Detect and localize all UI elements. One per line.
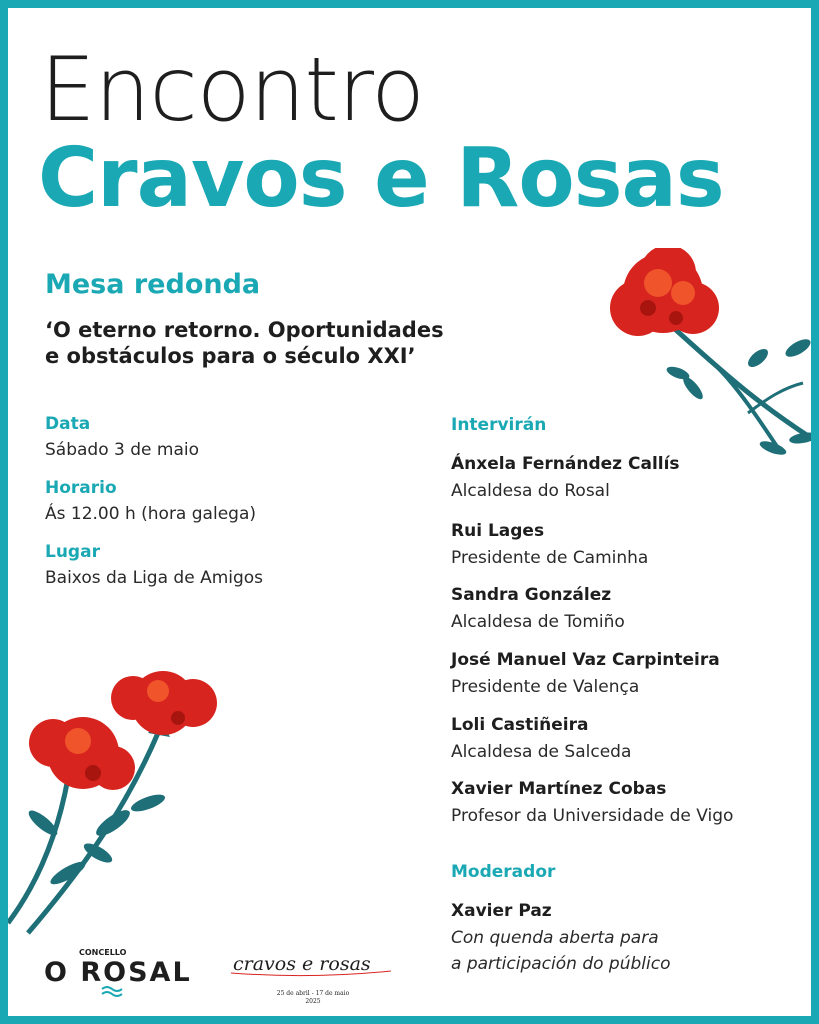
time-value: Ás 12.00 h (hora galega): [45, 504, 256, 524]
title-line-1: Encontro: [40, 38, 424, 141]
festival-dates: 25 de abril - 17 de maio: [276, 990, 350, 997]
date-value: Sábado 3 de maio: [45, 440, 199, 460]
title-line-2: Cravos e Rosas: [38, 131, 724, 226]
moderator-note: [451, 925, 670, 977]
carnation-illustration-top: [598, 248, 819, 488]
event-quote-line-2: e obstáculos para o século XXI’: [45, 344, 416, 368]
speaker-item: [451, 584, 811, 633]
speaker-role: Presidente de Valença: [451, 677, 640, 697]
speaker-name: Loli Castiñeira: [451, 715, 589, 735]
moderator-note-line-1: Con quenda aberta para: [451, 928, 659, 948]
carnation-illustration-bottom: [8, 663, 228, 943]
details-place: [45, 541, 263, 589]
time-label: Horario: [45, 478, 117, 498]
concello-rosal-logo: [44, 943, 194, 1003]
speaker-role: Alcaldesa do Rosal: [451, 481, 610, 501]
speaker-item: [451, 714, 811, 763]
event-subtitle: Mesa redonda: [45, 269, 261, 300]
place-value: Baixos da Liga de Amigos: [45, 568, 264, 588]
speaker-name: Ánxela Fernández Callís: [451, 454, 680, 474]
speaker-name: Sandra González: [451, 585, 612, 605]
speaker-item: [451, 778, 811, 827]
moderator-note-line-2: a participación do público: [451, 954, 671, 974]
festival-year: 2025: [305, 998, 321, 1005]
speaker-name: Rui Lages: [451, 521, 545, 541]
speakers-heading: Intervirán: [451, 415, 547, 435]
speaker-role: Profesor da Universidade de Vigo: [451, 806, 734, 826]
speaker-name: José Manuel Vaz Carpinteira: [451, 650, 720, 670]
details-date: [45, 413, 199, 461]
speaker-role: Presidente de Caminha: [451, 548, 649, 568]
cravos-e-rosas-logo: [228, 948, 398, 1008]
place-label: Lugar: [45, 542, 100, 562]
concello-label: CONCELLO: [79, 948, 127, 957]
details-time: [45, 477, 256, 525]
speaker-role: Alcaldesa de Tomiño: [451, 612, 625, 632]
concello-name: O ROSAL: [44, 957, 192, 988]
date-label: Data: [45, 414, 91, 434]
event-quote-line-1: ‘O eterno retorno. Oportunidades: [45, 318, 444, 342]
event-quote: [45, 317, 525, 369]
moderator-name: Xavier Paz: [451, 901, 552, 921]
festival-name: cravos e rosas: [233, 953, 371, 975]
moderator-heading: Moderador: [451, 862, 556, 882]
speaker-name: Xavier Martínez Cobas: [451, 779, 667, 799]
speaker-item: [451, 649, 811, 698]
speaker-item: [451, 520, 811, 569]
speaker-role: Alcaldesa de Salceda: [451, 742, 632, 762]
